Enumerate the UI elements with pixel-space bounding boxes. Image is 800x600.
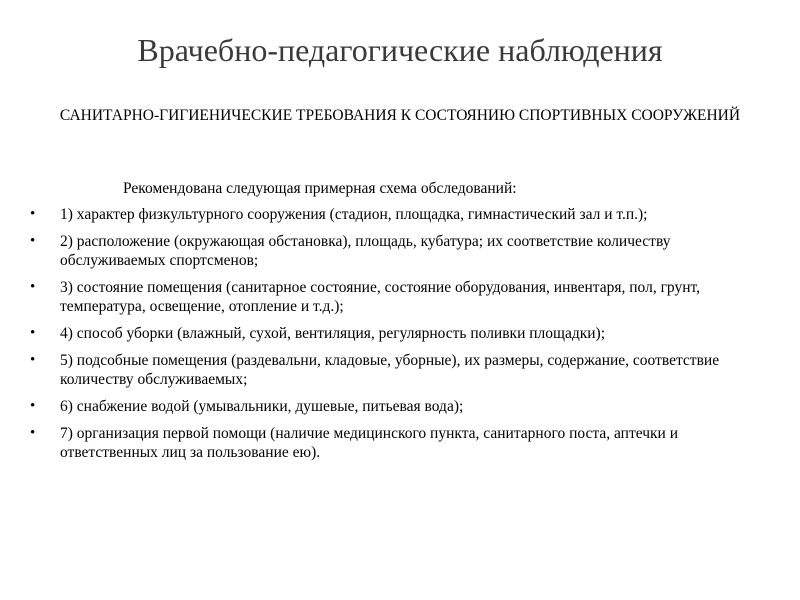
bullet-list (0, 205, 800, 470)
list-item-text: 7) организация первой помощи (наличие медицинского пункта, санитарного поста, аптечки и ответственных лиц за пользование ею). (60, 425, 679, 461)
list-item (0, 278, 800, 316)
bullet-icon: • (30, 352, 36, 368)
bullet-icon: • (30, 398, 36, 414)
list-item (0, 232, 800, 270)
bullet-icon: • (30, 425, 36, 441)
list-item (0, 324, 800, 343)
bullet-icon: • (30, 279, 36, 295)
section-subtitle: САНИТАРНО-ГИГИЕНИЧЕСКИЕ ТРЕБОВАНИЯ К СОСТОЯНИЮ СПОРТИВНЫХ СООРУЖЕНИЙ (59, 107, 741, 124)
list-item (0, 351, 800, 389)
bullet-icon: • (30, 206, 36, 222)
list-item-text: 5) подсобные помещения (раздевальни, кладовые, уборные), их размеры, содержание, соответствие количеству обслуживаемых; (60, 352, 720, 388)
list-item-text: 4) способ уборки (влажный, сухой, вентиляция, регулярность поливки площадки); (60, 325, 606, 342)
bullet-icon: • (30, 325, 36, 341)
list-item (0, 424, 800, 462)
list-item (0, 397, 800, 416)
list-item-text: 2) расположение (окружающая обстановка), площадь, кубатура; их соответствие количеству обслуживаемых спортсменов; (60, 233, 671, 269)
list-item (0, 205, 800, 224)
bullet-icon: • (30, 233, 36, 249)
list-item-text: 1) характер физкультурного сооружения (стадион, площадка, гимнастический зал и т.п.); (60, 206, 648, 223)
list-item-text: 6) снабжение водой (умывальники, душевые, питьевая вода); (60, 398, 464, 415)
slide-title: Врачебно-педагогические наблюдения (137, 32, 663, 68)
list-item-text: 3) состояние помещения (санитарное состояние, состояние оборудования, инвентаря, пол, грунт, температура, освещение, отопление и т.д.); (60, 279, 700, 315)
intro-text: Рекомендована следующая примерная схема обследований: (123, 180, 517, 197)
